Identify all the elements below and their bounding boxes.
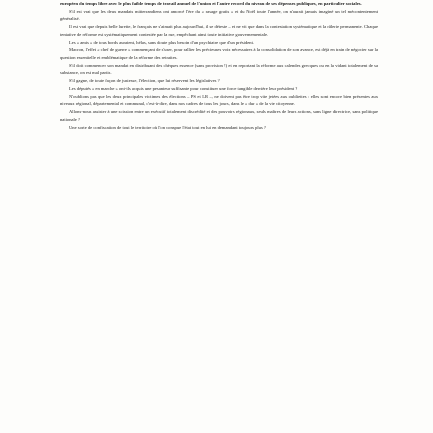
paragraph: européen du temps libre avec le plus faible temps de travail annuel de l'union et l'autre record du niveau de ses dépenses publiques, en particulier sociales. — [60, 1, 362, 6]
paragraph: Les députés « en marche » ont-ils acquis une pesanteur suffisante pour constituer une force tangible derrière leur président ? — [69, 86, 298, 92]
paragraph: S'il doit commencer son mandat en distribuant des chèques essence (sans provision !) et en reportant la réforme aux calendes grecques ou en la vidant totalement de sa substance, on est mal partis. — [60, 62, 378, 76]
paragraph: Les « amis » de tous bords auraient, hélas, sans doute plus besoin d'un psychiatre que d'un président. — [69, 39, 255, 45]
paragraph: Une sorte de confiscation de tout le territoire où l'on conspue l'état tout en lui en demandant toujours plus ? — [69, 124, 266, 130]
paragraph: Macron, l'effet « chef de guerre » commençant de s'user, pour rallier les précieuses voix nécessaires à la consolidation de son avance, est déjà en train de négocier sur la question essentielle et emblématique de la réforme des retraites. — [60, 47, 378, 61]
paragraph: S'il est vrai que les deux mandats mitterrandiens ont amorcé l'ère du « rasage gratis » et du Noël toute l'année, on n'aurait jamais imaginé un tel mécontentement généralisé. — [60, 8, 378, 22]
paragraph: Il est vrai que depuis belle lurette, le français ne s'aimait plus aujourd'hui, il se déteste – et ne vit que dans la contestation systématique et la râlerie permanente. Chaque tentative de réforme est systématiquement contestée par la rue, empêchant ainsi toute initiative gouvernementale. — [60, 24, 378, 37]
article-column — [60, 0, 378, 131]
paragraph: N'oublions pas que les deux principales victimes des élections – PS et LR –, ne doivent pas être trop vite jetées aux oubliettes : elles sont encore bien présentes aux niveaux régional, départemental et communal, c'est-à-dire, dans nos cadres de tous les jours, dans le « dur » de la vie citoyenne. — [60, 93, 378, 107]
paragraph: Allons-nous assister à une scission entre un exécutif totalement discrédité et des pouvoirs régionaux, seuls maîtres de leurs actions, sans ligne directrice, sans politique nationale ? — [60, 109, 378, 122]
paragraph: S'il gagne, de toute façon de justesse, l'élection, que lui réservent les législatives ? — [69, 78, 220, 84]
